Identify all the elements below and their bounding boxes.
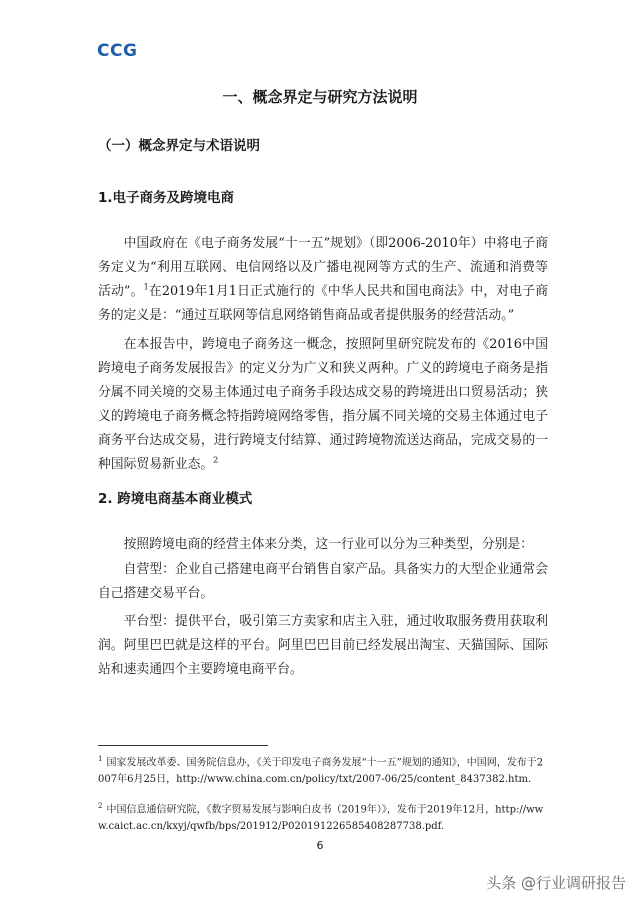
paragraph-text-tail: 在2019年1月1日正式施行的《中华人民共和国电商法》中，对电子商务的定义是：“通过互联网等信息网络销售商品或者提供服务的经营活动。” (98, 284, 548, 323)
subsection-title: （一）概念界定与术语说明 (98, 138, 260, 154)
footnote-ref-1[interactable]: 1 (143, 282, 149, 292)
footnote-text[interactable]: 国家发展改革委、国务院信息办，《关于印发电子商务发展“十一五”规划的通知》，中国网，发布于2007年6月25日，http://www.china.com.cn/policy/txt/2007-06/25/content_8437382.htm. (98, 757, 544, 786)
paragraph-ecommerce-definition (98, 232, 548, 328)
footnote-text[interactable]: 中国信息通信研究院，《数字贸易发展与影响白皮书（2019年）》，发布于2019年12月，http://www.caict.ac.cn/kxyj/qwfb/bps/201912/P020191226585408287738.pdf. (98, 804, 544, 833)
watermark: 头条 @行业调研报告 (486, 874, 626, 892)
footnote-number: 1 (98, 755, 103, 763)
footnote-number: 2 (98, 802, 103, 810)
page-number: 6 (316, 839, 324, 852)
footnote-2 (98, 798, 546, 835)
footnote-divider (98, 745, 268, 746)
footnote-1 (98, 751, 546, 788)
footnote-ref-2[interactable]: 2 (213, 455, 219, 465)
paragraph-cross-border-definition (98, 333, 548, 477)
paragraph-platform: 平台型：提供平台，吸引第三方卖家和店主入驻，通过收取服务费用获取利润。阿里巴巴就是这样的平台。阿里巴巴目前已经发展出淘宝、天猫国际、国际站和速卖通四个主要跨境电商平台。 (98, 614, 548, 677)
ccg-logo: CCG (97, 41, 138, 61)
heading-ecommerce: 1.电子商务及跨境电商 (98, 190, 235, 206)
paragraph-self-operated: 自营型：企业自己搭建电商平台销售自家产品。具备实力的大型企业通常会自己搭建交易平台。 (98, 562, 548, 601)
paragraph-model-intro: 按照跨境电商的经营主体来分类，这一行业可以分为三种类型，分别是： (123, 537, 534, 552)
paragraph-text: 中国政府在《电子商务发展“十一五”规划》（即2006-2010年）中将电子商务定义为“利用互联网、电信网络以及广播电视网等方式的生产、流通和消费等活动”。 (98, 236, 548, 299)
paragraph-text: 在本报告中，跨境电子商务这一概念，按照阿里研究院发布的《2016中国跨境电子商务发展报告》的定义分为广义和狭义两种。广义的跨境电子商务是指分属不同关境的交易主体通过电子商务手段达成交易的跨境进出口贸易活动；狭义的跨境电子商务概念特指跨境网络零售，指分属不同关境的交易主体通过电子商务平台达成交易，进行跨境支付结算、通过跨境物流送达商品，完成交易的一种国际贸易新业态。 (98, 337, 548, 472)
heading-business-models: 2. 跨境电商基本商业模式 (98, 491, 253, 507)
section-title: 一、概念界定与研究方法说明 (222, 88, 418, 106)
